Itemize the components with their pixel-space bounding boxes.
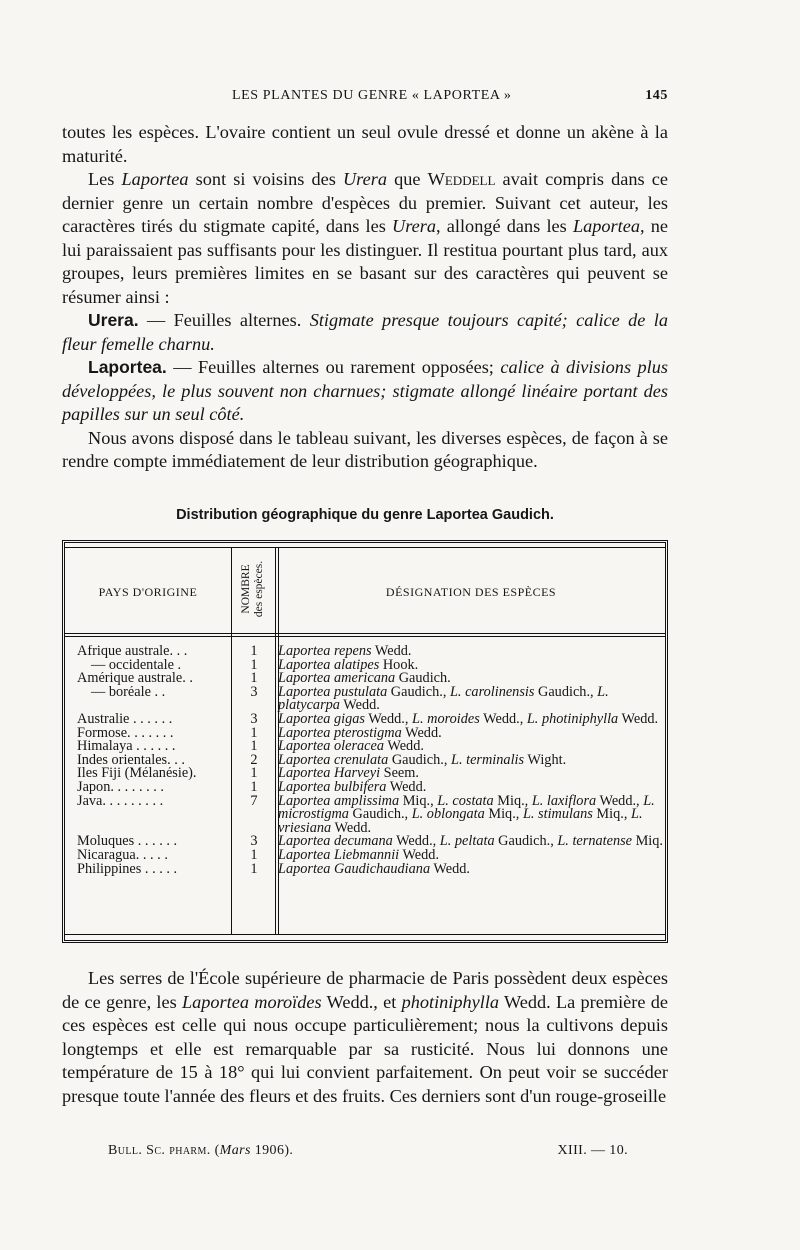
author-text: Miq., bbox=[592, 806, 631, 823]
cell-pays bbox=[77, 767, 234, 781]
species-name: Laportea moroïdes bbox=[181, 991, 322, 1012]
genus-heading: Urera. bbox=[88, 310, 139, 330]
cell-nombre: 3 bbox=[250, 710, 258, 727]
author-text: Wedd. bbox=[331, 819, 372, 836]
species-name: Laportea alatipes bbox=[278, 656, 380, 673]
species-name: L. laxiflora bbox=[531, 792, 597, 809]
table-top-rule bbox=[65, 547, 665, 548]
species-name: L. moroides bbox=[412, 710, 480, 727]
text-run: — Feuilles alternes. bbox=[138, 310, 310, 330]
species-name: L. vriesiana bbox=[278, 806, 643, 836]
author-text: Wight. bbox=[524, 751, 567, 768]
species-name: L. oblongata bbox=[411, 806, 485, 823]
body-text bbox=[62, 121, 668, 474]
author-text: Wedd. bbox=[386, 778, 427, 795]
author-text: Gaudich., bbox=[494, 833, 558, 850]
author-text: Wedd. bbox=[399, 846, 440, 863]
species-name: Laportea amplissima bbox=[278, 792, 400, 809]
species-name: Laportea crenulata bbox=[278, 751, 389, 768]
genus-name: Urera bbox=[392, 216, 437, 236]
running-title: LES PLANTES DU GENRE « LAPORTEA » bbox=[232, 88, 512, 103]
text-run: Bull. Sc. pharm. ( bbox=[108, 1143, 220, 1158]
text-run: Les serres de l'École supérieure de pharmacie de Paris possèdent deux espèces de ce genre, les bbox=[62, 968, 668, 1012]
author-text: Miq., bbox=[493, 792, 532, 809]
pays-text: Moluques . . . . . . bbox=[77, 835, 178, 849]
pays-text: Australie . . . . . . bbox=[77, 712, 173, 727]
text-run-italic: calice à divisions plus développées, le plus souvent non charnues; stigmate allongé linéaire portant des papilles sur un seul côté. bbox=[62, 357, 668, 424]
header-nombre bbox=[233, 551, 273, 627]
cell-pays bbox=[77, 740, 234, 754]
cell-pays bbox=[77, 849, 234, 863]
paragraph-laportea bbox=[62, 356, 668, 427]
author-text: Wedd., bbox=[392, 833, 440, 850]
author-text: Wedd. bbox=[384, 738, 424, 755]
author-text: Wedd. bbox=[430, 860, 470, 877]
pays-text: Indes orientales. . . bbox=[77, 753, 185, 768]
text-run: Les bbox=[88, 169, 122, 189]
species-name: Laportea repens bbox=[278, 643, 372, 659]
genus-name: Urera bbox=[342, 169, 387, 189]
pays-text: Afrique australe. . . bbox=[77, 645, 188, 659]
cell-pays bbox=[77, 659, 234, 673]
cell-pays bbox=[77, 672, 234, 686]
species-name: Laportea americana bbox=[278, 670, 396, 687]
text-run: , ne lui paraissaient pas suffisants pour les distinguer. Il restitua pourtant plus tard, aux groupes, leurs premières limites en se basant sur des caractères qui peuvent se résumer ainsi : bbox=[62, 216, 668, 307]
cell-pays bbox=[77, 727, 234, 741]
pays-text: Japon. . . . . . . . bbox=[77, 780, 164, 795]
paragraph-urera bbox=[62, 309, 668, 356]
author-text: Gaudich. bbox=[395, 670, 451, 687]
page-number: 145 bbox=[645, 88, 668, 103]
species-name: L. photiniphylla bbox=[526, 710, 619, 727]
species-name: Laportea oleracea bbox=[278, 738, 385, 755]
pays-text: Himalaya . . . . . . bbox=[77, 740, 176, 754]
text-run: — Feuilles alternes ou rarement opposées; bbox=[166, 357, 501, 377]
table-row bbox=[77, 860, 667, 877]
text-run: sont si voisins des bbox=[188, 169, 343, 189]
author-text: Wedd. bbox=[339, 697, 380, 714]
closing-paragraph bbox=[62, 967, 668, 1108]
cell-pays bbox=[77, 863, 234, 877]
header-rule-second bbox=[65, 636, 665, 637]
header-nombre-line: NOMBRE bbox=[240, 564, 252, 614]
cell-pays bbox=[77, 795, 234, 836]
author-text: Gaudich., bbox=[348, 806, 412, 823]
text-run-italic: Mars bbox=[219, 1143, 251, 1158]
text-run: que bbox=[386, 169, 428, 189]
species-name: L. peltata bbox=[439, 833, 495, 850]
cell-nombre: 1 bbox=[250, 643, 258, 659]
species-name: L. stimulans bbox=[522, 806, 593, 823]
pays-text: Formose. . . . . . . bbox=[77, 726, 174, 741]
species-name: Laportea decumana bbox=[278, 833, 393, 850]
author-text: Seem. bbox=[380, 765, 419, 782]
table-caption: Distribution géographique du genre Laportea Gaudich. bbox=[176, 507, 554, 523]
author-name: Weddell bbox=[427, 169, 496, 189]
header-nombre-line: des espèces. bbox=[253, 560, 265, 618]
cell-designation bbox=[274, 860, 663, 877]
species-name: Laportea gigas bbox=[278, 710, 365, 727]
cell-designation bbox=[274, 683, 663, 714]
author-text: Gaudich., bbox=[387, 683, 450, 700]
cell-nombre: 1 bbox=[250, 670, 258, 687]
pays-text: Nicaragua. . . . . bbox=[77, 848, 168, 863]
pays-text: — occidentale . bbox=[91, 658, 182, 673]
table-row bbox=[77, 792, 667, 836]
text-run: , allongé dans les bbox=[436, 216, 573, 236]
cell-pays bbox=[77, 754, 234, 768]
species-name: photiniphylla bbox=[401, 991, 500, 1012]
cell-nombre: 1 bbox=[250, 724, 258, 741]
journal-citation bbox=[108, 1143, 293, 1159]
text-run: Wedd. La première de ces espèces est celle qui nous occupe particulièrement; nous la cultivons depuis longtemps et elle est remarquable par sa rusticité. Nous lui donnons une température de 15 à 18° qui lui convient parfaitement. On peut voir se succéder presque toute l'année des fleurs et des fruits. Ces derniers sont d'un rouge-groseille bbox=[62, 991, 668, 1106]
author-text: Gaudich., bbox=[388, 751, 451, 768]
species-name: L. microstigma bbox=[278, 792, 655, 823]
header-rule bbox=[65, 633, 665, 634]
cell-nombre: 1 bbox=[250, 656, 258, 673]
author-text: Miq., bbox=[399, 792, 438, 809]
pays-text: Amérique australe. . bbox=[77, 672, 193, 686]
cell-nombre: 1 bbox=[250, 860, 258, 877]
author-text: Wedd. bbox=[401, 724, 442, 741]
pays-text: — boréale . . bbox=[91, 685, 166, 700]
species-name: Laportea Harveyi bbox=[278, 765, 381, 782]
cell-pays bbox=[77, 713, 234, 727]
cell-nombre: 7 bbox=[250, 792, 258, 809]
author-text: Miq. bbox=[632, 833, 663, 850]
text-run: Wedd., et bbox=[321, 991, 402, 1012]
paragraph-serres bbox=[62, 967, 668, 1108]
species-name: Laportea Gaudichaudiana bbox=[278, 860, 431, 877]
genus-name: Laportea bbox=[121, 169, 189, 189]
author-text: Wedd., bbox=[479, 710, 527, 727]
paragraph-ovaire: toutes les espèces. L'ovaire contient un seul ovule dressé et donne un akène à la maturité. bbox=[62, 122, 668, 166]
species-name: L. platycarpa bbox=[278, 683, 609, 714]
header-designation: DÉSIGNATION DES ESPÈCES bbox=[385, 585, 557, 599]
table-bottom-rule bbox=[65, 934, 665, 935]
pays-text: Iles Fiji (Mélanésie). bbox=[77, 767, 197, 781]
cell-nombre: 1 bbox=[250, 846, 258, 863]
species-name: L. carolinensis bbox=[449, 683, 535, 700]
cell-pays bbox=[77, 686, 234, 713]
cell-nombre: 1 bbox=[250, 738, 258, 755]
species-name: L. costata bbox=[437, 792, 494, 809]
header-pays: PAYS D'ORIGINE bbox=[98, 585, 198, 599]
species-name: Laportea Liebmannii bbox=[278, 846, 400, 863]
genus-heading: Laportea. bbox=[88, 357, 167, 377]
cell-nombre: 3 bbox=[250, 683, 258, 700]
genus-name: Laportea bbox=[572, 216, 640, 236]
author-text: Gaudich., bbox=[534, 683, 598, 700]
text-run: avait compris dans ce dernier genre un certain nombre d'espèces du premier. Suivant cet auteur, les caractères tirés du stigmate capité, dans les bbox=[62, 169, 669, 236]
paragraph-weddell bbox=[62, 168, 668, 309]
author-text: Wedd., bbox=[596, 792, 644, 809]
pays-text: Philippines . . . . . bbox=[77, 862, 178, 877]
species-name: L. terminalis bbox=[451, 751, 525, 768]
species-name: Laportea pustulata bbox=[278, 683, 388, 700]
cell-nombre: 2 bbox=[250, 751, 258, 768]
distribution-table bbox=[62, 540, 668, 943]
volume-number: XIII. — 10. bbox=[557, 1143, 628, 1158]
author-text: Wedd. bbox=[618, 710, 659, 727]
author-text: Wedd. bbox=[371, 643, 412, 659]
cell-nombre: 3 bbox=[250, 833, 258, 850]
author-text: Hook. bbox=[379, 656, 419, 673]
cell-designation bbox=[274, 792, 663, 836]
table-row bbox=[77, 683, 667, 714]
author-text: Wedd., bbox=[364, 710, 413, 727]
table-body bbox=[77, 645, 667, 876]
cell-nombre: 1 bbox=[250, 778, 258, 795]
species-name: Laportea bulbifera bbox=[278, 778, 387, 795]
pays-text: Java. . . . . . . . . bbox=[77, 794, 164, 809]
species-name: L. ternatense bbox=[557, 833, 632, 850]
cell-pays bbox=[77, 781, 234, 795]
text-run: 1906). bbox=[250, 1143, 294, 1158]
text-run-italic: Stigmate presque toujours capité; calice de la fleur femelle charnu. bbox=[62, 310, 668, 354]
paragraph-tableau: Nous avons disposé dans le tableau suivant, les diverses espèces, de façon à se rendre compte immédiatement de leur distribution géographique. bbox=[62, 427, 668, 471]
species-name: Laportea pterostigma bbox=[278, 724, 402, 741]
header-nombre-text bbox=[240, 561, 266, 617]
author-text: Miq., bbox=[484, 806, 523, 823]
cell-nombre: 1 bbox=[250, 765, 258, 782]
cell-pays bbox=[77, 835, 234, 849]
cell-pays bbox=[77, 645, 234, 659]
